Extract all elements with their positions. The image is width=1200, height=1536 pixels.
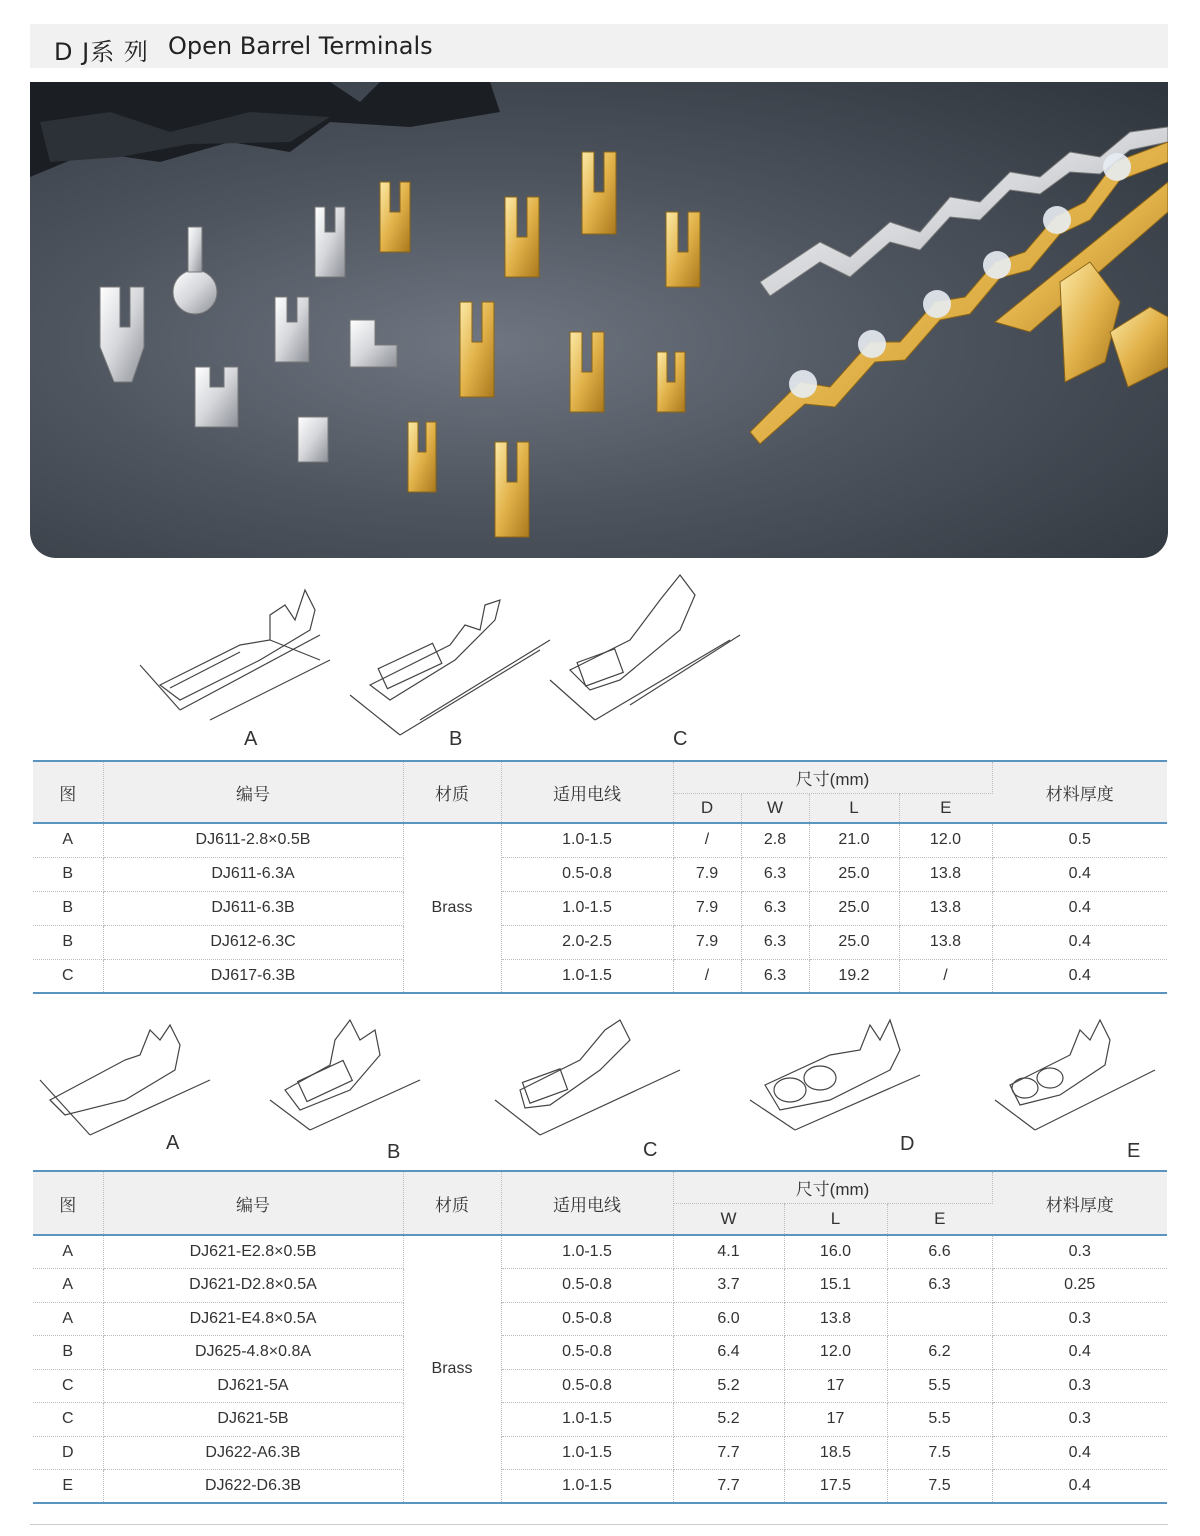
table-row — [33, 1336, 1167, 1370]
cell-thickness: 0.4 — [992, 891, 1167, 925]
cell-material: Brass — [403, 823, 501, 993]
cell-l: 18.5 — [784, 1436, 887, 1470]
col-material: 材质 — [403, 761, 501, 823]
cell-thickness: 0.4 — [992, 1470, 1167, 1504]
diagram2-label-d: D — [900, 1133, 915, 1155]
cell-wire: 1.0-1.5 — [501, 891, 673, 925]
diagram2-label-c: C — [643, 1139, 658, 1161]
col-wire: 适用电线 — [501, 761, 673, 823]
cell-e: 13.8 — [899, 857, 992, 891]
col-size: 尺寸(mm) — [673, 761, 992, 793]
table-row — [33, 1302, 1167, 1336]
spec-table-2 — [33, 1170, 1167, 1504]
cell-e: 12.0 — [899, 823, 992, 857]
diagram-label-c: C — [673, 728, 688, 750]
cell-code: DJ621-5B — [103, 1403, 403, 1437]
cell-w: 5.2 — [673, 1403, 784, 1437]
col-e: E — [887, 1203, 992, 1235]
cell-code: DJ611-6.3B — [103, 891, 403, 925]
cell-e: 6.6 — [887, 1235, 992, 1269]
cell-fig: C — [33, 1369, 103, 1403]
spec-table-1 — [33, 760, 1167, 994]
cell-l: 25.0 — [809, 891, 899, 925]
cell-w: 6.4 — [673, 1336, 784, 1370]
cell-e: 6.2 — [887, 1336, 992, 1370]
col-material: 材质 — [403, 1171, 501, 1235]
cell-thickness: 0.4 — [992, 1436, 1167, 1470]
cell-fig: A — [33, 1269, 103, 1303]
diagram-label-a: A — [244, 728, 258, 750]
cell-thickness: 0.4 — [992, 857, 1167, 891]
cell-fig: A — [33, 1302, 103, 1336]
cell-w: 3.7 — [673, 1269, 784, 1303]
terminal-drawings-2 — [30, 1010, 1170, 1140]
cell-l: 16.0 — [784, 1235, 887, 1269]
cell-thickness: 0.3 — [992, 1302, 1167, 1336]
cell-code: DJ621-5A — [103, 1369, 403, 1403]
diagram2-label-a: A — [166, 1132, 180, 1154]
cell-wire: 1.0-1.5 — [501, 1470, 673, 1504]
cell-wire: 1.0-1.5 — [501, 823, 673, 857]
cell-l: 21.0 — [809, 823, 899, 857]
table-row — [33, 1369, 1167, 1403]
cell-code: DJ622-D6.3B — [103, 1470, 403, 1504]
table-row — [33, 959, 1167, 993]
cell-e: 5.5 — [887, 1369, 992, 1403]
cell-fig: A — [33, 1235, 103, 1269]
cell-wire: 1.0-1.5 — [501, 1436, 673, 1470]
cell-l: 13.8 — [784, 1302, 887, 1336]
cell-code: DJ611-2.8×0.5B — [103, 823, 403, 857]
diagram-row-1 — [120, 560, 760, 750]
cell-w: 2.8 — [741, 823, 809, 857]
col-fig: 图 — [33, 1171, 103, 1235]
cell-fig: E — [33, 1470, 103, 1504]
cell-w: 5.2 — [673, 1369, 784, 1403]
cell-code: DJ621-D2.8×0.5A — [103, 1269, 403, 1303]
col-size: 尺寸(mm) — [673, 1171, 992, 1203]
cell-l: 19.2 — [809, 959, 899, 993]
cell-thickness: 0.3 — [992, 1403, 1167, 1437]
table-row — [33, 1269, 1167, 1303]
table-row — [33, 1436, 1167, 1470]
cell-code: DJ611-6.3A — [103, 857, 403, 891]
terminals-illustration — [30, 82, 1168, 558]
section-header — [30, 24, 1168, 68]
cell-l: 17 — [784, 1369, 887, 1403]
cell-code: DJ617-6.3B — [103, 959, 403, 993]
cell-code: DJ622-A6.3B — [103, 1436, 403, 1470]
cell-wire: 1.0-1.5 — [501, 959, 673, 993]
cell-wire: 1.0-1.5 — [501, 1403, 673, 1437]
cell-fig: C — [33, 1403, 103, 1437]
cell-d: 7.9 — [673, 857, 741, 891]
cell-wire: 0.5-0.8 — [501, 1369, 673, 1403]
cell-l: 12.0 — [784, 1336, 887, 1370]
cell-wire: 2.0-2.5 — [501, 925, 673, 959]
terminal-drawings-1 — [120, 560, 760, 750]
table-row — [33, 823, 1167, 857]
cell-fig: A — [33, 823, 103, 857]
cell-wire: 0.5-0.8 — [501, 1336, 673, 1370]
cell-w: 7.7 — [673, 1470, 784, 1504]
cell-d: / — [673, 959, 741, 993]
cell-e: 13.8 — [899, 925, 992, 959]
table-row — [33, 1470, 1167, 1504]
cell-wire: 0.5-0.8 — [501, 857, 673, 891]
cell-e: 7.5 — [887, 1470, 992, 1504]
table-row — [33, 925, 1167, 959]
diagram2-label-e: E — [1127, 1140, 1141, 1162]
cell-e: 7.5 — [887, 1436, 992, 1470]
cell-fig: B — [33, 891, 103, 925]
cell-e: 13.8 — [899, 891, 992, 925]
series-label: D J系 列 — [54, 38, 149, 66]
cell-l: 15.1 — [784, 1269, 887, 1303]
cell-l: 25.0 — [809, 925, 899, 959]
cell-w: 6.0 — [673, 1302, 784, 1336]
cell-d: 7.9 — [673, 891, 741, 925]
col-thickness: 材料厚度 — [992, 761, 1167, 823]
cell-w: 6.3 — [741, 959, 809, 993]
cell-e: 5.5 — [887, 1403, 992, 1437]
cell-l: 17.5 — [784, 1470, 887, 1504]
cell-e — [887, 1302, 992, 1336]
cell-code: DJ612-6.3C — [103, 925, 403, 959]
diagram2-label-b: B — [387, 1141, 401, 1163]
cell-fig: D — [33, 1436, 103, 1470]
cell-w: 6.3 — [741, 925, 809, 959]
cell-fig: C — [33, 959, 103, 993]
cell-thickness: 0.5 — [992, 823, 1167, 857]
col-fig: 图 — [33, 761, 103, 823]
cell-fig: B — [33, 857, 103, 891]
cell-d: / — [673, 823, 741, 857]
cell-w: 6.3 — [741, 891, 809, 925]
cell-code: DJ621-E4.8×0.5A — [103, 1302, 403, 1336]
cell-thickness: 0.3 — [992, 1235, 1167, 1269]
cell-thickness: 0.4 — [992, 959, 1167, 993]
col-thickness: 材料厚度 — [992, 1171, 1167, 1235]
table-row — [33, 857, 1167, 891]
col-l: L — [784, 1203, 887, 1235]
col-l: L — [809, 793, 899, 823]
section-title: Open Barrel Terminals — [168, 32, 433, 60]
cell-thickness: 0.25 — [992, 1269, 1167, 1303]
cell-code: DJ621-E2.8×0.5B — [103, 1235, 403, 1269]
cell-w: 7.7 — [673, 1436, 784, 1470]
cell-wire: 1.0-1.5 — [501, 1235, 673, 1269]
cell-l: 17 — [784, 1403, 887, 1437]
diagram-label-b: B — [449, 728, 463, 750]
table-row — [33, 1403, 1167, 1437]
cell-thickness: 0.3 — [992, 1369, 1167, 1403]
cell-material: Brass — [403, 1235, 501, 1503]
cell-w: 4.1 — [673, 1235, 784, 1269]
table-row — [33, 891, 1167, 925]
cell-e: 6.3 — [887, 1269, 992, 1303]
product-photo — [30, 82, 1168, 558]
diagram-row-2 — [30, 1010, 1170, 1140]
cell-thickness: 0.4 — [992, 1336, 1167, 1370]
cell-thickness: 0.4 — [992, 925, 1167, 959]
cell-w: 6.3 — [741, 857, 809, 891]
cell-code: DJ625-4.8×0.8A — [103, 1336, 403, 1370]
col-w: W — [741, 793, 809, 823]
table-row — [33, 1235, 1167, 1269]
cell-wire: 0.5-0.8 — [501, 1269, 673, 1303]
col-code: 编号 — [103, 1171, 403, 1235]
cell-fig: B — [33, 1336, 103, 1370]
cell-e: / — [899, 959, 992, 993]
col-d: D — [673, 793, 741, 823]
cell-wire: 0.5-0.8 — [501, 1302, 673, 1336]
col-code: 编号 — [103, 761, 403, 823]
col-w: W — [673, 1203, 784, 1235]
col-e: E — [899, 793, 992, 823]
col-wire: 适用电线 — [501, 1171, 673, 1235]
footer-divider — [30, 1524, 1168, 1525]
cell-fig: B — [33, 925, 103, 959]
cell-l: 25.0 — [809, 857, 899, 891]
cell-d: 7.9 — [673, 925, 741, 959]
